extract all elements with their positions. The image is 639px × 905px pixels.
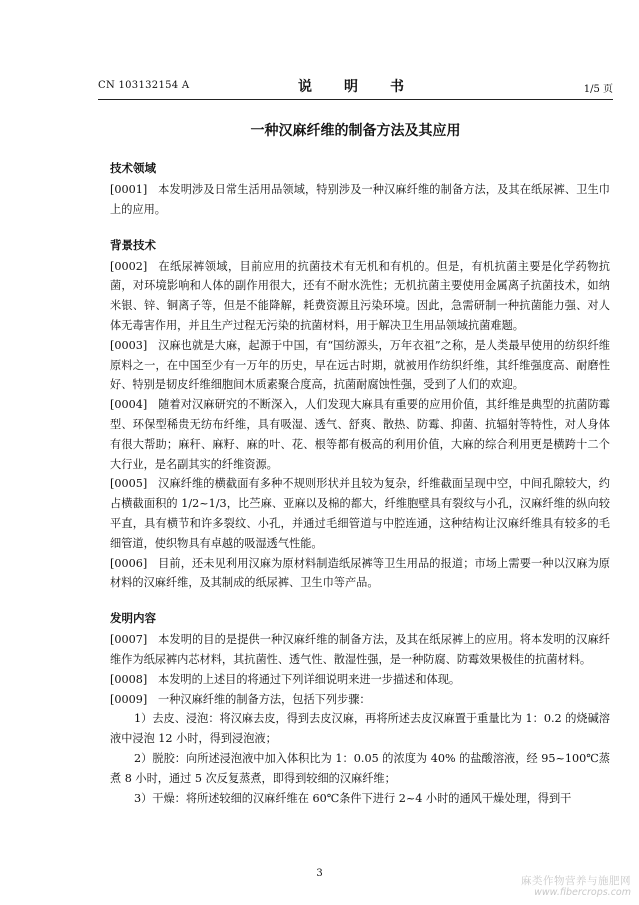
method-step-2: 2）脱胶：向所述浸泡液中加入体积比为 1：0.05 的浓度为 40% 的盐酸溶液，经 95~100℃蒸煮 8 小时，通过 5 次反复蒸煮，即得到较细的汉麻纤维；	[110, 751, 610, 785]
paragraph-text: 本发明的目的是提供一种汉麻纤维的制备方法，及其在纸尿裤上的应用。将本发明的汉麻纤维作为纸尿裤内芯材料，其抗菌性、透气性、散湿性强，是一种防腐、防霉效果极佳的抗菌材料。	[110, 633, 610, 666]
section-heading-background: 背景技术	[110, 237, 156, 252]
paragraph-text: 本发明涉及日常生活用品领域，特别涉及一种汉麻纤维的制备方法，及其在纸尿裤、卫生巾上的应用。	[110, 183, 610, 216]
paragraph-number: [0002]	[110, 259, 148, 273]
paragraph-0003	[110, 336, 610, 395]
paragraph-number: [0008]	[110, 672, 148, 686]
paragraph-number: [0006]	[110, 556, 148, 570]
paragraph-text: 一种汉麻纤维的制备方法，包括下列步骤：	[158, 692, 371, 706]
paragraph-text: 目前，还未见利用汉麻为原材料制造纸尿裤等卫生用品的报道；市场上需要一种以汉麻为原材料的汉麻纤维，及其制成的纸尿裤、卫生巾等产品。	[110, 556, 610, 590]
document-type: 说 明 书	[298, 79, 413, 95]
watermark-url: www.fibercrops.com	[534, 887, 631, 898]
paragraph-0007	[110, 630, 610, 670]
paragraph-0002	[110, 257, 610, 336]
paragraph-text: 随着对汉麻研究的不断深入，人们发现大麻具有重要的应用价值，其纤维是典型的抗菌防霉型、环保型稀贵无纺布纤维，具有吸湿、透气、舒爽、散热、防霉、抑菌、抗辐射等特性，对人身体有很大帮助；麻秆、麻籽、麻的叶、花、根等都有极高的利用价值，大麻的综合利用更是横跨十二个大行业，是名副其实的纤维资源。	[110, 398, 610, 471]
document-title: 一种汉麻纤维的制备方法及其应用	[250, 123, 461, 139]
page-number: 3	[316, 868, 323, 879]
paragraph-number: [0007]	[110, 633, 148, 647]
method-step-1: 1）去皮、浸泡：将汉麻去皮，得到去皮汉麻，再将所述去皮汉麻置于重量比为 1：0.2 的烧碱溶液中浸泡 12 小时，得到浸泡液；	[110, 712, 610, 746]
site-watermark	[521, 875, 631, 899]
paragraph-number: [0009]	[110, 692, 148, 706]
paragraph-number: [0003]	[110, 338, 148, 352]
paragraph-0005	[110, 474, 610, 553]
paragraph-number: [0001]	[110, 183, 148, 196]
section-heading-tech-field: 技术领域	[110, 161, 156, 175]
method-step-3: 3）干燥：将所述较细的汉麻纤维在 60℃条件下进行 2~4 小时的通风干燥处理，得到干	[134, 791, 572, 805]
page-header	[98, 76, 613, 96]
watermark-site-name: 麻类作物营养与施肥网	[521, 875, 631, 887]
paragraph-text: 本发明的上述目的将通过下列详细说明来进一步描述和体现。	[158, 672, 461, 686]
section-heading-invention: 发明内容	[110, 611, 156, 626]
paragraph-text: 在纸尿裤领域，目前应用的抗菌技术有无机和有机的。但是，有机抗菌主要是化学药物抗菌，对环境影响和人体的副作用很大，还有不耐水洗性；无机抗菌主要使用金属离子抗菌技术，如纳米银、锌、铜离子等，但是不能降解，耗费资源且污染环境。因此，急需研制一种抗菌能力强、对人体无毒害作用，并且生产过程无污染的抗菌材料，用于解决卫生用品领域抗菌难题。	[110, 259, 610, 332]
document-body	[110, 158, 610, 808]
header-rule	[98, 99, 613, 100]
paragraph-0004	[110, 395, 610, 474]
paragraph-0006	[110, 554, 610, 594]
paragraph-0008	[110, 670, 610, 690]
page-indicator: 1/5 页	[583, 84, 613, 95]
paragraph-text: 汉麻纤维的横截面有多种不规则形状并且较为复杂，纤维截面呈现中空，中间孔隙较大，约占横截面积的 1/2~1/3，比苎麻、亚麻以及棉的都大，纤维胞壁具有裂纹与小孔，汉麻纤维的纵向较平直，具有横节和许多裂纹、小孔，并通过毛细管道与中腔连通，这种结构让汉麻纤维具有较多的毛细管道，使织物具有卓越的吸湿透气性能。	[110, 477, 610, 550]
paragraph-text: 汉麻也就是大麻，起源于中国，有“国纺源头，万年衣祖”之称，是人类最早使用的纺织纤维原料之一，在中国至少有一万年的历史，早在远古时期，就被用作纺织纤维，其纤维强度高、耐磨性好、特别是韧皮纤维细胞间木质素聚合度高，抗菌耐腐蚀性强，受到了人们的欢迎。	[110, 338, 610, 392]
paragraph-number: [0004]	[110, 398, 148, 412]
paragraph-0009	[110, 690, 610, 710]
publication-number: CN 103132154 A	[98, 80, 190, 91]
paragraph-0001	[110, 180, 610, 220]
paragraph-number: [0005]	[110, 477, 148, 491]
